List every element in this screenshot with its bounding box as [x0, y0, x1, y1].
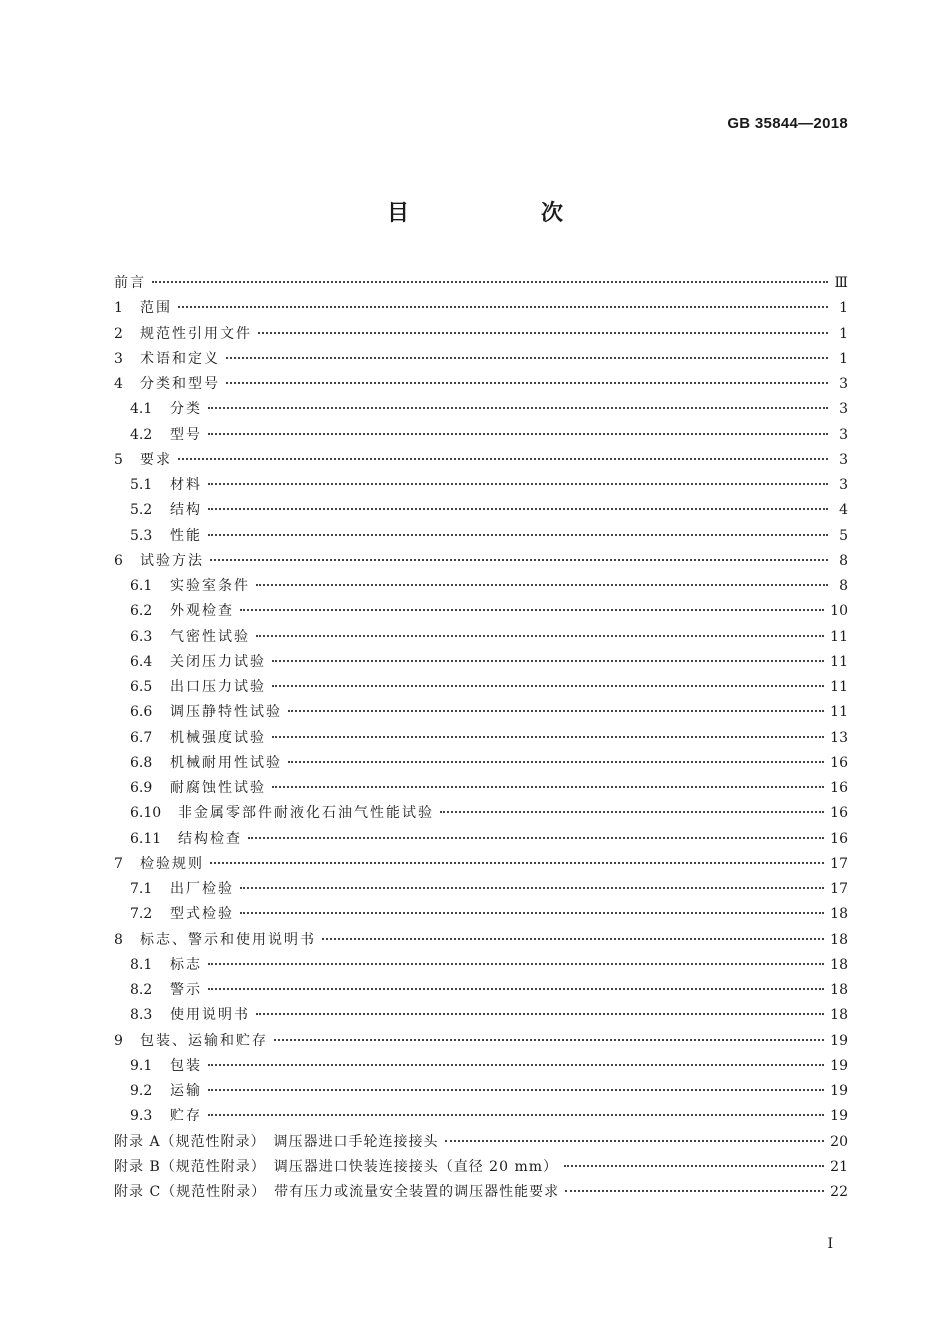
toc-entry-page: 18 [830, 982, 848, 998]
toc-entry-page: 20 [830, 1133, 848, 1150]
toc-entry-number: 5 [114, 451, 123, 468]
dot-leader [208, 963, 824, 965]
toc-entry[interactable] [114, 625, 848, 650]
dot-leader [208, 988, 824, 990]
toc-entry-page: 16 [830, 830, 848, 847]
toc-entry-page: 10 [830, 603, 848, 620]
dot-leader [565, 1190, 824, 1192]
dot-leader [152, 281, 828, 283]
toc-entry[interactable] [114, 1079, 848, 1104]
toc-entry-label: 范围 [140, 300, 172, 317]
toc-entry[interactable] [114, 776, 848, 801]
toc-entry[interactable] [114, 1180, 848, 1205]
toc-entry-label: 附录 A（规范性附录） 调压器进口手轮连接接头 [114, 1133, 439, 1150]
dot-leader [208, 433, 828, 435]
dot-leader [226, 357, 828, 359]
toc-entry[interactable] [114, 1130, 848, 1155]
dot-leader [240, 887, 824, 889]
toc-entry[interactable] [114, 423, 848, 448]
toc-entry-number: 7.2 [130, 906, 153, 923]
toc-entry-number: 6.3 [130, 628, 153, 645]
table-of-contents [114, 271, 848, 1205]
toc-entry-number: 6.9 [130, 780, 153, 796]
toc-entry[interactable] [114, 827, 848, 852]
toc-entry-page: 16 [830, 805, 848, 822]
toc-entry-page: 8 [839, 552, 848, 569]
toc-entry-label: 包装、运输和贮存 [140, 1032, 268, 1049]
dot-leader [208, 1089, 824, 1091]
toc-entry[interactable] [114, 902, 848, 927]
toc-entry[interactable] [114, 498, 848, 523]
toc-entry-number: 4 [114, 376, 123, 392]
toc-entry[interactable] [114, 877, 848, 902]
toc-entry-page: 18 [830, 906, 848, 923]
toc-entry-label: 运输 [170, 1083, 202, 1099]
dot-leader [208, 1064, 824, 1066]
toc-entry-number: 6 [114, 552, 123, 569]
toc-entry[interactable] [114, 751, 848, 776]
toc-entry-label: 结构检查 [178, 830, 242, 847]
dot-leader [445, 1140, 825, 1142]
toc-entry-number: 8.3 [130, 1007, 153, 1024]
dot-leader [248, 837, 824, 839]
toc-entry-page: 3 [839, 401, 848, 418]
toc-entry[interactable] [114, 397, 848, 422]
toc-entry[interactable] [114, 473, 848, 498]
toc-entry-number: 6.2 [130, 603, 153, 620]
toc-entry-label: 试验方法 [140, 552, 204, 569]
toc-entry-page: 18 [830, 1007, 848, 1024]
toc-entry-label: 结构 [170, 502, 202, 519]
toc-entry[interactable] [114, 1003, 848, 1028]
toc-entry-label: 出口压力试验 [170, 679, 266, 695]
toc-entry-page: 1 [839, 325, 848, 342]
dot-leader [256, 635, 824, 637]
toc-entry[interactable] [114, 953, 848, 978]
toc-entry[interactable] [114, 372, 848, 397]
toc-entry-number: 5.3 [130, 527, 153, 544]
toc-entry-number: 8.1 [130, 956, 153, 973]
dot-leader [210, 862, 824, 864]
toc-entry-number: 6.10 [130, 805, 162, 822]
toc-entry-page: 1 [839, 300, 848, 317]
toc-entry-number: 9 [114, 1032, 123, 1049]
toc-entry-number: 6.1 [130, 578, 153, 594]
toc-entry-page: 19 [830, 1108, 848, 1125]
dot-leader [272, 786, 824, 788]
toc-entry-label: 外观检查 [170, 603, 234, 620]
toc-entry-number: 4.1 [130, 401, 153, 418]
toc-entry-label: 警示 [170, 982, 202, 998]
dot-leader [240, 609, 824, 611]
toc-entry-label: 检验规则 [140, 855, 204, 872]
toc-entry-label: 要求 [140, 451, 172, 468]
dot-leader [288, 761, 824, 763]
toc-entry[interactable] [114, 599, 848, 624]
toc-entry-page: 5 [839, 527, 848, 544]
dot-leader [288, 710, 824, 712]
toc-entry-page: 3 [839, 376, 848, 392]
toc-entry[interactable] [114, 1155, 848, 1180]
toc-entry[interactable] [114, 801, 848, 826]
toc-entry-label: 标志 [170, 956, 202, 973]
toc-entry-page: 19 [830, 1083, 848, 1099]
toc-entry[interactable] [114, 1054, 848, 1079]
dot-leader [272, 736, 824, 738]
toc-entry-page: 3 [839, 451, 848, 468]
toc-entry-number: 2 [114, 325, 123, 342]
dot-leader [274, 1039, 824, 1041]
toc-entry-page: 17 [830, 881, 848, 897]
page-title: 目 次 [386, 200, 618, 226]
toc-entry-number: 5.1 [130, 477, 153, 493]
toc-entry[interactable] [114, 700, 848, 725]
toc-entry-label: 型号 [170, 426, 202, 443]
toc-entry-page: 19 [830, 1032, 848, 1049]
toc-entry-page: 11 [830, 679, 848, 695]
toc-entry-label: 耐腐蚀性试验 [170, 780, 266, 796]
dot-leader [208, 483, 828, 485]
toc-entry-page: 11 [830, 628, 848, 645]
toc-entry-label: 标志、警示和使用说明书 [140, 931, 316, 948]
toc-entry-number: 6.11 [130, 830, 162, 847]
toc-entry-label: 机械强度试验 [170, 729, 266, 746]
toc-entry-page: 11 [830, 653, 848, 670]
standard-code: GB 35844—2018 [727, 115, 848, 132]
toc-entry-page: 22 [830, 1184, 848, 1200]
page-number: I [827, 1236, 833, 1252]
toc-entry-label: 非金属零部件耐液化石油气性能试验 [178, 805, 434, 822]
dot-leader [208, 534, 828, 536]
toc-entry[interactable] [114, 928, 848, 953]
toc-entry-number: 6.8 [130, 754, 153, 771]
toc-entry[interactable] [114, 322, 848, 347]
toc-entry-number: 6.7 [130, 729, 153, 746]
toc-entry-page: 3 [839, 426, 848, 443]
toc-entry[interactable] [114, 271, 848, 296]
toc-entry-label: 包装 [170, 1057, 202, 1074]
toc-entry-label: 调压静特性试验 [170, 704, 282, 721]
toc-entry-label: 使用说明书 [170, 1007, 250, 1024]
toc-entry-page: 18 [830, 956, 848, 973]
toc-entry[interactable] [114, 448, 848, 473]
toc-entry-number: 6.4 [130, 653, 153, 670]
toc-entry-number: 6.6 [130, 704, 153, 721]
toc-entry[interactable] [114, 296, 848, 321]
toc-entry-number: 9.2 [130, 1083, 153, 1099]
toc-entry-label: 关闭压力试验 [170, 653, 266, 670]
dot-leader [210, 559, 828, 561]
toc-entry-number: 1 [114, 300, 123, 317]
toc-entry-label: 前言 [114, 275, 146, 291]
toc-entry-label: 规范性引用文件 [140, 325, 252, 342]
toc-entry-number: 3 [114, 350, 123, 367]
toc-entry-page: 19 [830, 1057, 848, 1074]
toc-entry-number: 4.2 [130, 426, 153, 443]
toc-entry[interactable] [114, 574, 848, 599]
toc-entry-label: 分类和型号 [140, 376, 220, 392]
dot-leader [226, 382, 828, 384]
toc-entry-label: 气密性试验 [170, 628, 250, 645]
dot-leader [322, 938, 824, 940]
dot-leader [208, 1114, 824, 1116]
dot-leader [272, 660, 824, 662]
toc-entry[interactable] [114, 978, 848, 1003]
toc-entry-number: 7.1 [130, 881, 153, 897]
toc-entry[interactable] [114, 524, 848, 549]
toc-entry-number: 9.3 [130, 1108, 153, 1125]
toc-entry-page: 11 [830, 704, 848, 721]
toc-entry-page: 16 [830, 754, 848, 771]
toc-entry[interactable] [114, 1029, 848, 1054]
toc-entry-number: 9.1 [130, 1057, 153, 1074]
toc-entry-label: 型式检验 [170, 906, 234, 923]
toc-entry[interactable] [114, 347, 848, 372]
toc-entry-label: 性能 [170, 527, 202, 544]
toc-entry-page: 18 [830, 931, 848, 948]
toc-entry-number: 8 [114, 931, 123, 948]
toc-entry-label: 附录 C（规范性附录） 带有压力或流量安全装置的调压器性能要求 [114, 1184, 560, 1200]
toc-entry[interactable] [114, 1104, 848, 1129]
dot-leader [178, 458, 828, 460]
dot-leader [208, 508, 828, 510]
dot-leader [256, 584, 828, 586]
toc-entry-label: 分类 [170, 401, 202, 418]
toc-entry[interactable] [114, 675, 848, 700]
toc-entry-page: 16 [830, 780, 848, 796]
dot-leader [208, 407, 828, 409]
toc-entry-label: 机械耐用性试验 [170, 754, 282, 771]
dot-leader [256, 1013, 824, 1015]
toc-entry-label: 实验室条件 [170, 578, 250, 594]
toc-entry[interactable] [114, 852, 848, 877]
toc-entry[interactable] [114, 650, 848, 675]
toc-entry-page: Ⅲ [834, 275, 848, 291]
toc-entry-number: 7 [114, 855, 123, 872]
toc-entry-label: 材料 [170, 477, 202, 493]
dot-leader [564, 1165, 824, 1167]
dot-leader [240, 912, 824, 914]
toc-entry-label: 附录 B（规范性附录） 调压器进口快装连接接头（直径 20 mm） [114, 1158, 559, 1175]
toc-entry-page: 13 [830, 729, 848, 746]
toc-entry-page: 1 [839, 350, 848, 367]
toc-entry-page: 8 [839, 578, 848, 594]
toc-entry[interactable] [114, 726, 848, 751]
toc-entry-number: 6.5 [130, 679, 153, 695]
toc-entry-label: 出厂检验 [170, 881, 234, 897]
toc-entry-page: 17 [830, 855, 848, 872]
toc-entry-number: 5.2 [130, 502, 153, 519]
dot-leader [440, 811, 824, 813]
dot-leader [178, 306, 828, 308]
dot-leader [258, 332, 828, 334]
toc-entry-page: 4 [839, 502, 848, 519]
toc-entry[interactable] [114, 549, 848, 574]
toc-entry-page: 21 [830, 1158, 848, 1175]
toc-entry-page: 3 [839, 477, 848, 493]
toc-entry-label: 贮存 [170, 1108, 202, 1125]
dot-leader [272, 685, 824, 687]
toc-entry-label: 术语和定义 [140, 350, 220, 367]
toc-entry-number: 8.2 [130, 982, 153, 998]
